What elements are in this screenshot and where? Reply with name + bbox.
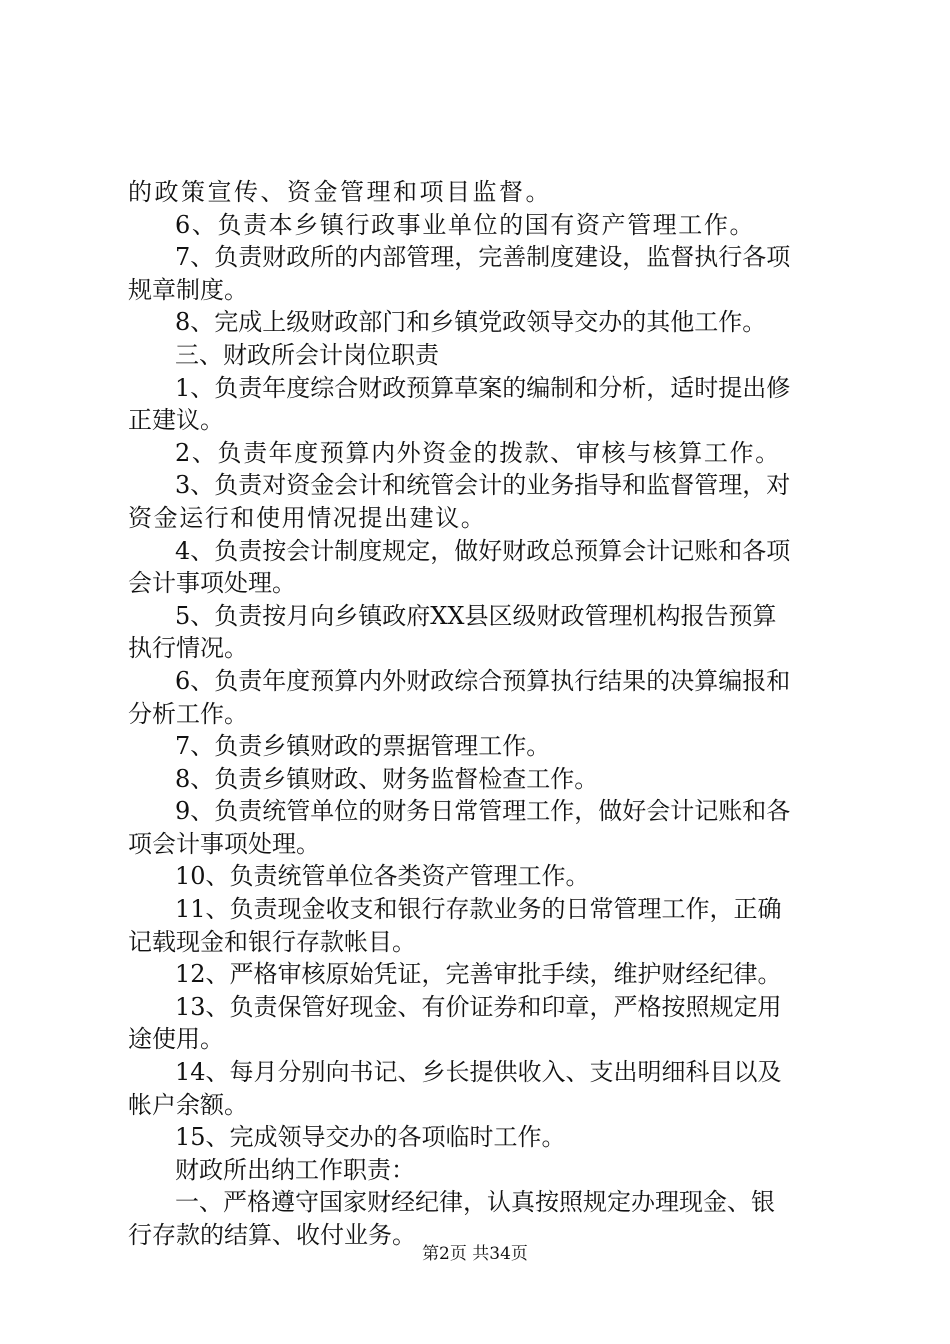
document-body xyxy=(128,176,833,1252)
paragraph-line: 会计事项处理。 xyxy=(128,569,296,598)
paragraph-line: 分析工作。 xyxy=(128,699,248,728)
paragraph-line: 途使用。 xyxy=(128,1025,224,1054)
paragraph-line: 4、负责按会计制度规定，做好财政总预算会计记账和各项 xyxy=(175,536,791,565)
paragraph-line: 3、负责对资金会计和统管会计的业务指导和监督管理，对 xyxy=(175,471,791,500)
paragraph-line: 12、严格审核原始凭证，完善审批手续，维护财经纪律。 xyxy=(175,960,782,989)
paragraph-line: 15、完成领导交办的各项临时工作。 xyxy=(175,1123,566,1152)
paragraph-line: 7、负责财政所的内部管理，完善制度建设，监督执行各项 xyxy=(175,243,791,272)
paragraph-line: 11、负责现金收支和银行存款业务的日常管理工作，正确 xyxy=(175,895,782,924)
paragraph-line: 行存款的结算、收付业务。 xyxy=(128,1221,416,1249)
paragraph-line: 规章制度。 xyxy=(128,275,248,304)
paragraph-line: 10、负责统管单位各类资产管理工作。 xyxy=(175,862,590,891)
paragraph-line: 9、负责统管单位的财务日常管理工作，做好会计记账和各 xyxy=(175,797,791,826)
paragraph-line: 的政策宣传、资金管理和项目监督。 xyxy=(128,178,552,206)
paragraph-line: 13、负责保管好现金、有价证券和印章，严格按照规定用 xyxy=(175,992,782,1021)
paragraph-line: 5、负责按月向乡镇政府XX县区级财政管理机构报告预算 xyxy=(175,601,777,630)
paragraph-line: 14、每月分别向书记、乡长提供收入、支出明细科目以及 xyxy=(175,1058,782,1087)
paragraph-line: 8、完成上级财政部门和乡镇党政领导交办的其他工作。 xyxy=(175,308,767,337)
page-number-footer: 第2页 共34页 xyxy=(422,1244,528,1264)
paragraph-line: 记载现金和银行存款帐目。 xyxy=(128,927,416,956)
paragraph-line: 7、负责乡镇财政的票据管理工作。 xyxy=(175,732,551,761)
paragraph-line: 1、负责年度综合财政预算草案的编制和分析，适时提出修 xyxy=(175,373,791,402)
paragraph-line: 项会计事项处理。 xyxy=(128,829,320,858)
paragraph-line: 正建议。 xyxy=(128,406,224,435)
paragraph-line: 帐户余额。 xyxy=(128,1090,248,1119)
paragraph-line: 一、严格遵守国家财经纪律，认真按照规定办理现金、银 xyxy=(175,1188,775,1217)
paragraph-line: 8、负责乡镇财政、财务监督检查工作。 xyxy=(175,764,599,793)
paragraph-line: 6、负责本乡镇行政事业单位的国有资产管理工作。 xyxy=(175,210,756,239)
section-heading: 财政所出纳工作职责： xyxy=(175,1155,415,1184)
paragraph-line: 2、负责年度预算内外资金的拨款、审核与核算工作。 xyxy=(175,438,781,467)
section-heading: 三、财政所会计岗位职责 xyxy=(175,340,439,369)
paragraph-line: 执行情况。 xyxy=(128,634,248,663)
paragraph-line: 6、负责年度预算内外财政综合预算执行结果的决算编报和 xyxy=(175,666,791,695)
paragraph-line: 资金运行和使用情况提出建议。 xyxy=(128,503,487,532)
